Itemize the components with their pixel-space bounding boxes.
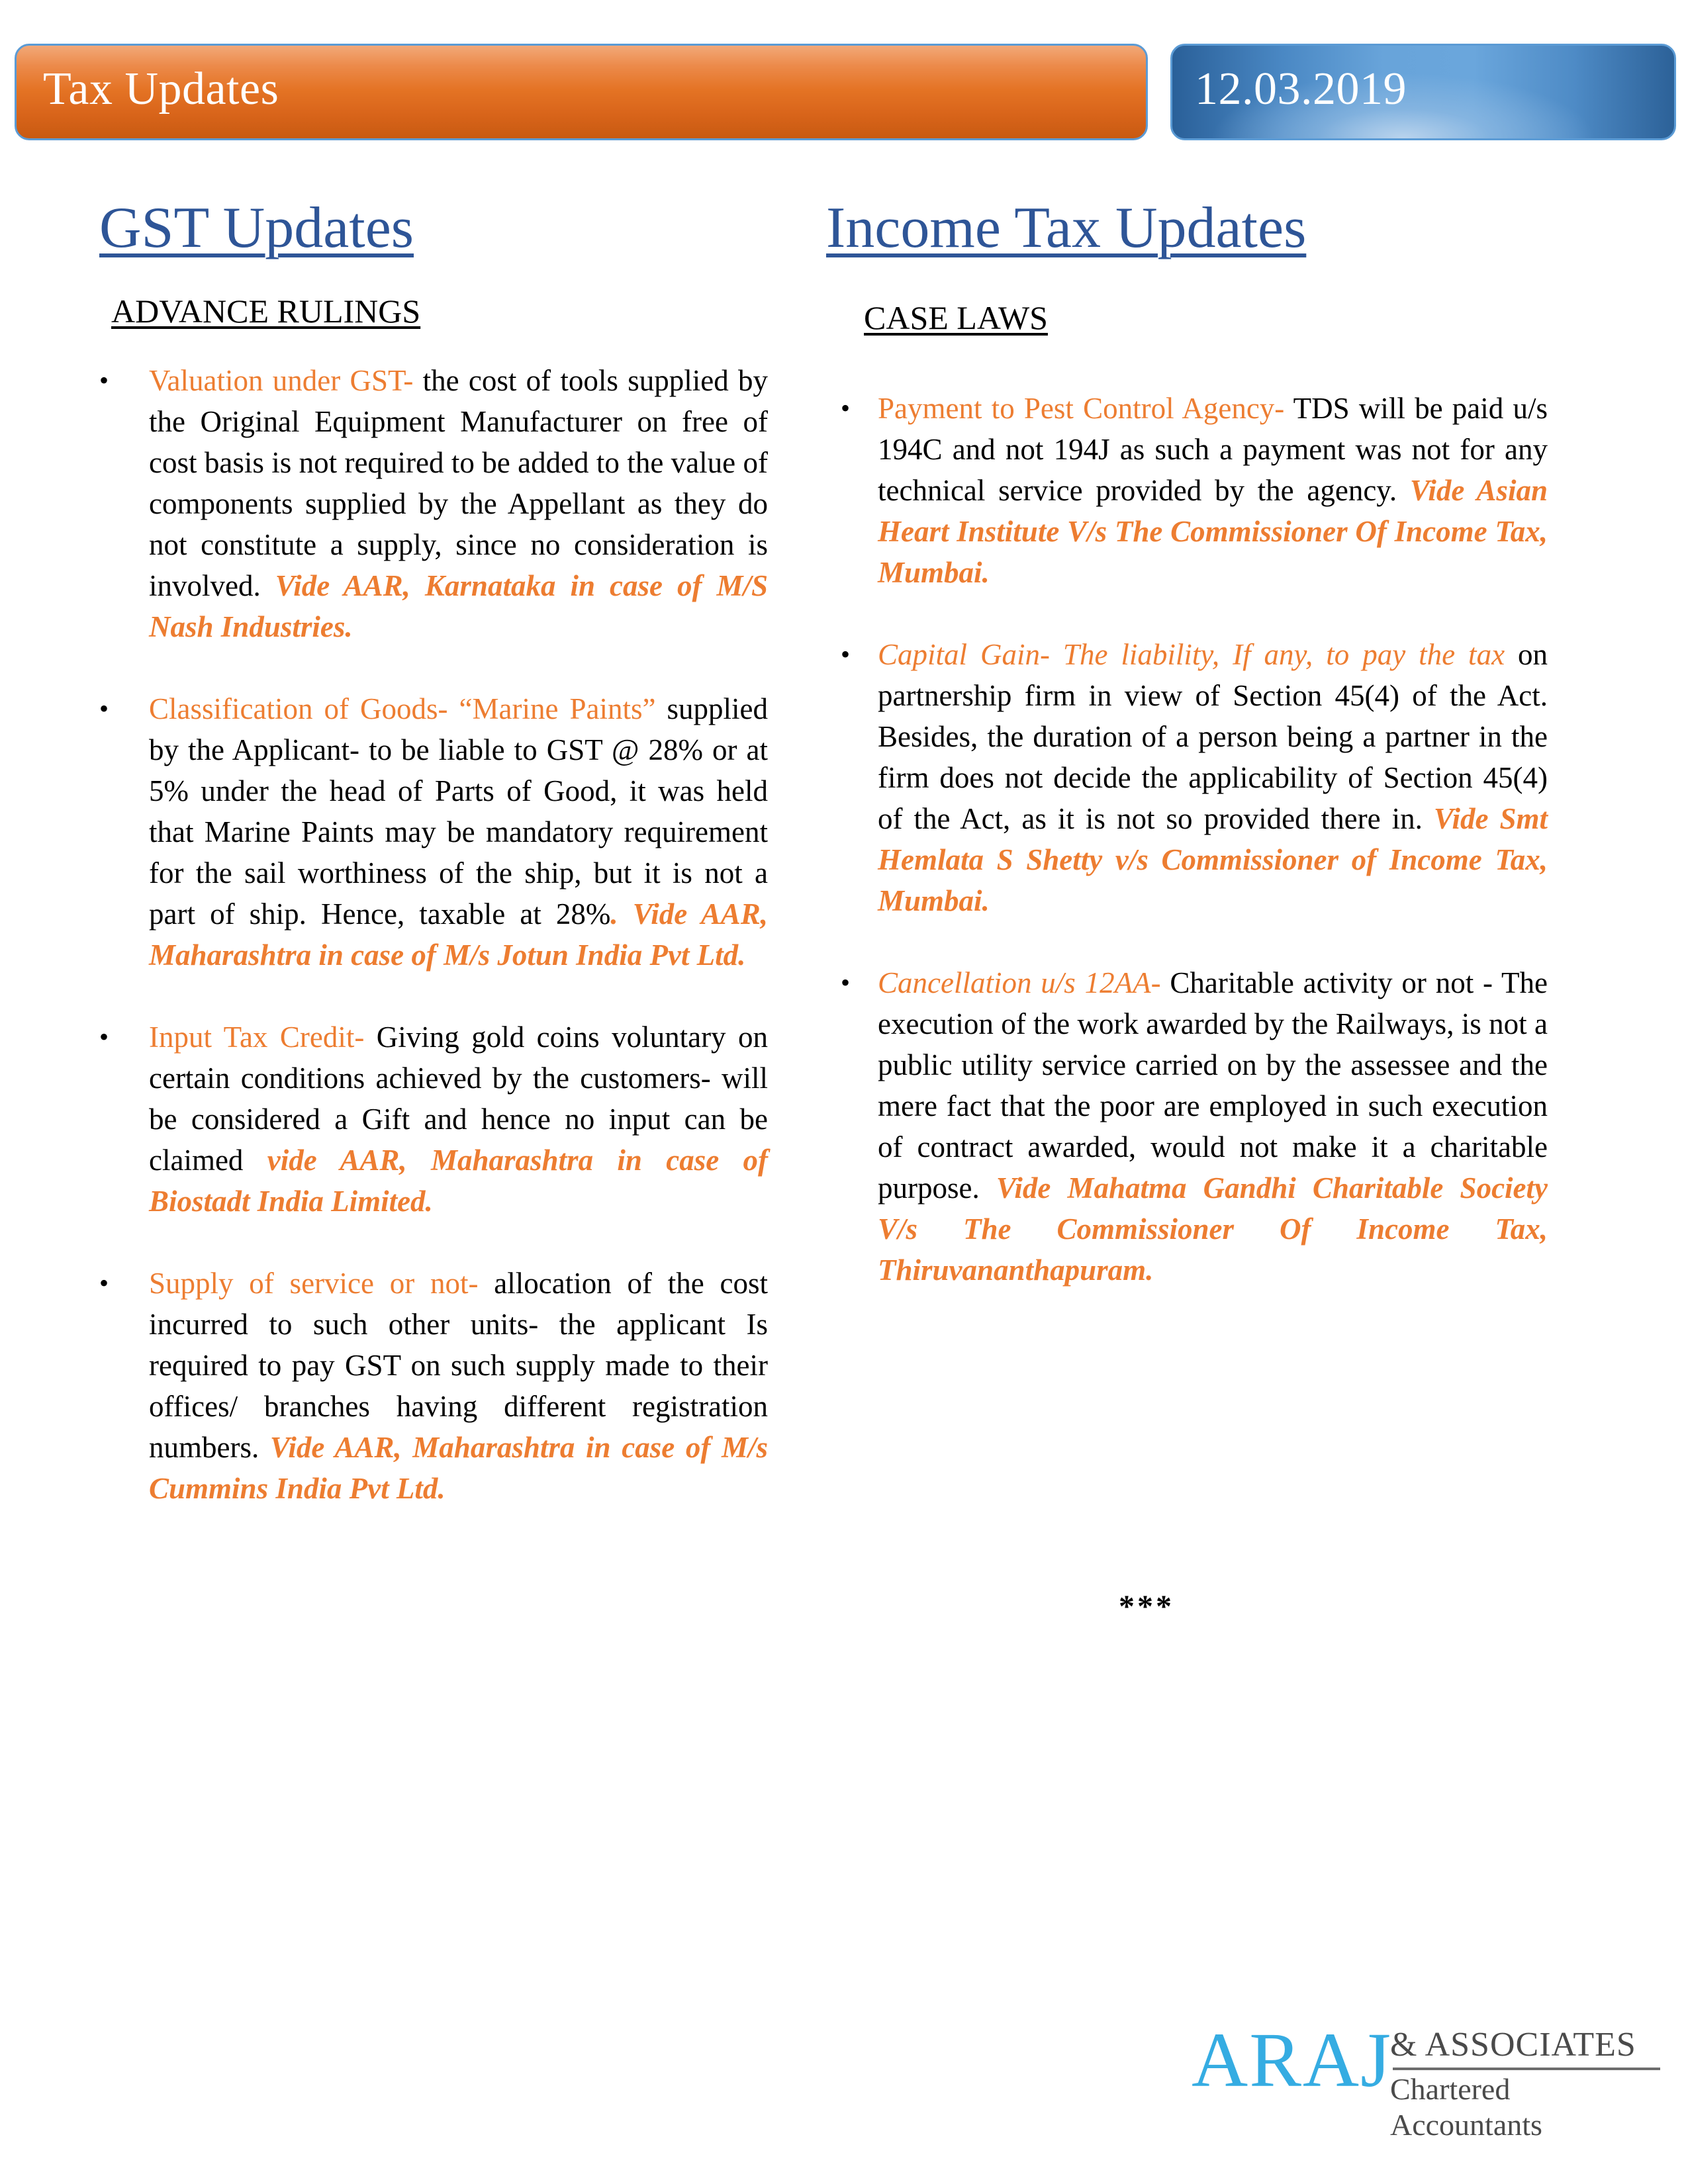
item-body: the cost of tools supplied by the Original Equipment Manufacturer on free of cost basis is not required to be added to the value of components supplied by the Appellant as they do not constitute a supply, since no consideration is involved. xyxy=(149,364,768,602)
income-tax-item xyxy=(826,634,1548,921)
gst-updates-column xyxy=(99,192,768,1550)
income-tax-section-title: Income Tax Updates xyxy=(826,196,1307,260)
bullet-icon: • xyxy=(99,694,109,723)
logo-tagline: Chartered Accountants xyxy=(1390,2072,1542,2142)
item-citation: Vide Mahatma Gandhi Charitable Society V/s The Commissioner Of Income Tax, Thiruvananthapuram. xyxy=(878,1171,1548,1287)
item-citation: Vide AAR, Maharashtra in case of M/s Cummins India Pvt Ltd. xyxy=(149,1431,768,1505)
advance-rulings-heading: ADVANCE RULINGS xyxy=(111,293,421,330)
firm-logo xyxy=(1192,2012,1668,2142)
income-tax-item xyxy=(826,962,1548,1291)
item-citation: Vide Asian Heart Institute V/s The Commissioner Of Income Tax, Mumbai. xyxy=(878,474,1548,589)
logo-divider xyxy=(1393,2068,1660,2070)
bullet-icon: • xyxy=(841,968,851,997)
gst-items-list xyxy=(99,360,768,1509)
item-citation: Vide AAR, Karnataka in case of M/S Nash Industries. xyxy=(149,569,769,643)
item-lead: Input Tax Credit- xyxy=(149,1021,365,1054)
bullet-icon: • xyxy=(841,393,851,423)
title-banner xyxy=(15,44,1148,140)
bullet-icon: • xyxy=(99,365,109,395)
item-body: supplied by the Applicant- to be liable to GST @ 28% or at 5% under the head of Parts of Good, it was held that Marine Paints may be mandatory requirement for the sail worthiness of the ship, but it is not a part of ship. Hence, taxable at 28% xyxy=(149,692,768,931)
item-body: allocation of the cost incurred to such other units- the applicant Is required to pay GST on such supply made to their offices/ branches having different registration numbers. xyxy=(149,1267,768,1464)
bullet-icon: • xyxy=(99,1268,109,1298)
date-banner xyxy=(1170,44,1676,140)
item-citation: Vide Smt Hemlata S Shetty v/s Commissioner of Income Tax, Mumbai. xyxy=(878,802,1548,917)
document-date: 12.03.2019 xyxy=(1195,64,1407,114)
item-body: on partnership firm in view of Section 45(4) of the Act. Besides, the duration of a person being a partner in the firm does not decide the applicability of Section 45(4) of the Act, as it is not so provided there in. xyxy=(878,638,1548,835)
logo-firm-name: & ASSOCIATES xyxy=(1390,2026,1636,2064)
gst-item xyxy=(99,1017,768,1222)
item-body: TDS will be paid u/s 194C and not 194J as such a payment was not for any technical service provided by the agency. xyxy=(878,392,1548,507)
item-lead: Capital Gain- The liability, If any, to pay the tax xyxy=(878,638,1505,671)
item-lead: Cancellation u/s 12AA- xyxy=(878,966,1161,999)
item-body: Charitable activity or not - The execution of the work awarded by the Railways, is not a public utility service carried on by the assessee and the mere fact that the poor are employed in such execution of contract awarded, would not make it a charitable purpose. xyxy=(878,966,1548,1205)
gst-section-title: GST Updates xyxy=(99,196,414,260)
item-lead: Valuation under GST- xyxy=(149,364,414,397)
item-citation: . Vide AAR, Maharashtra in case of M/s Jotun India Pvt Ltd. xyxy=(149,897,768,972)
item-lead: Supply of service or not- xyxy=(149,1267,479,1300)
income-tax-items-list xyxy=(826,388,1548,1291)
item-lead: Classification of Goods- “Marine Paints” xyxy=(149,692,656,725)
item-citation: vide AAR, Maharashtra in case of Biostadt India Limited. xyxy=(149,1144,768,1218)
case-laws-heading: CASE LAWS xyxy=(864,299,1048,336)
logo-mark: ARAJ xyxy=(1192,2017,1393,2103)
bullet-icon: • xyxy=(99,1022,109,1052)
document-title: Tax Updates xyxy=(43,64,279,114)
income-tax-updates-column xyxy=(826,192,1548,1332)
gst-item xyxy=(99,688,768,976)
gst-item xyxy=(99,1263,768,1509)
bullet-icon: • xyxy=(841,639,851,669)
income-tax-item xyxy=(826,388,1548,593)
item-body: Giving gold coins voluntary on certain conditions achieved by the customers- will be considered a Gift and hence no input can be claimed xyxy=(149,1021,768,1177)
item-lead: Payment to Pest Control Agency- xyxy=(878,392,1285,425)
end-of-content-mark: *** xyxy=(1119,1589,1174,1624)
gst-item xyxy=(99,360,768,647)
